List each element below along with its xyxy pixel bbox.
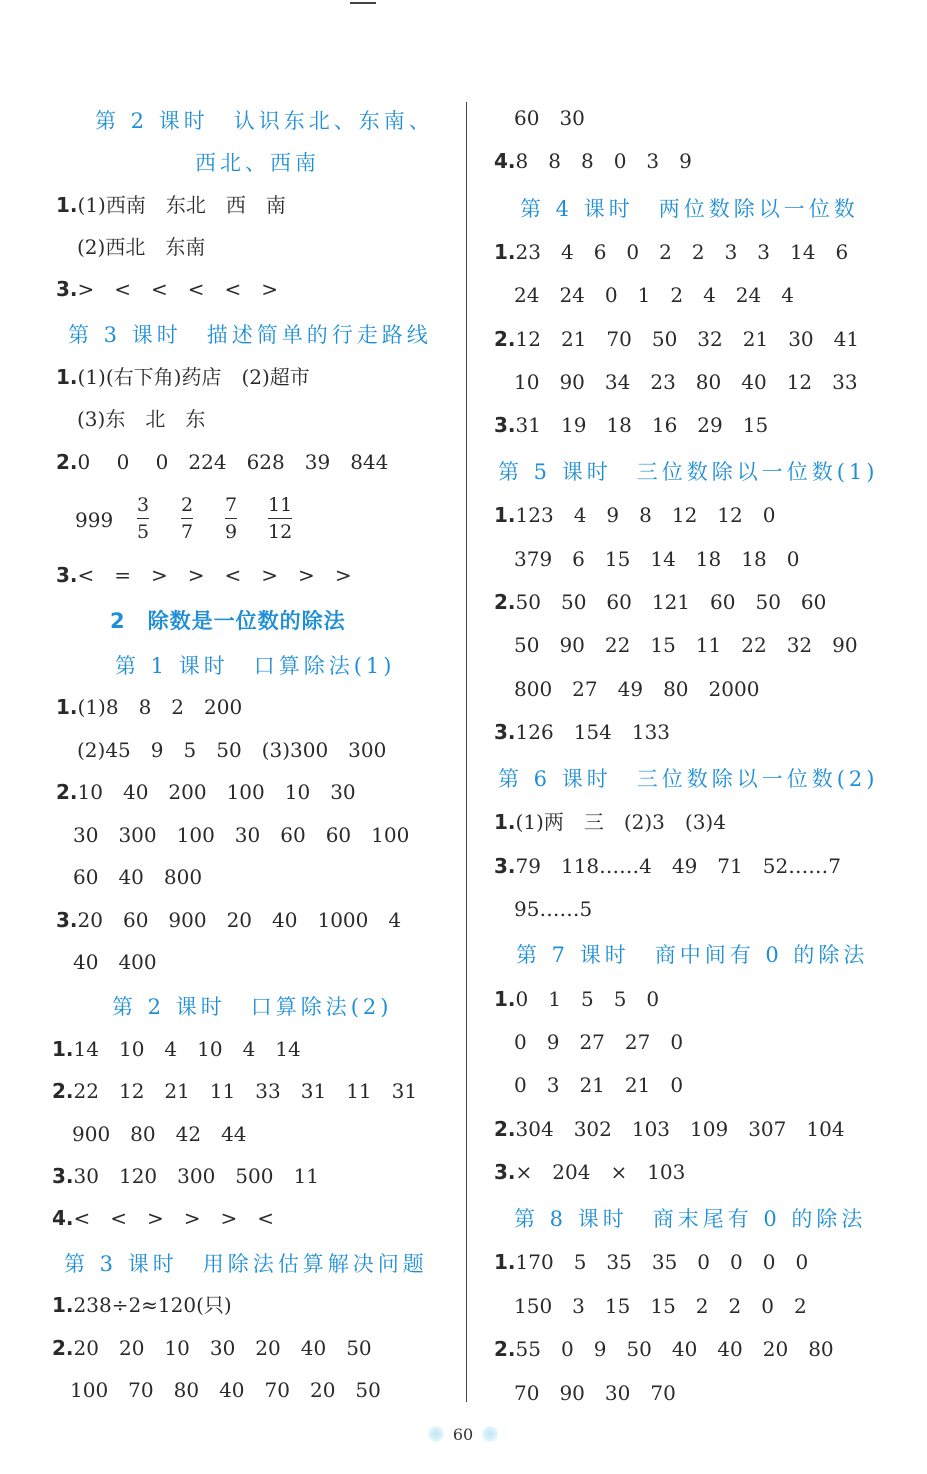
answer-text: 800 27 49 80 2000 [514,677,760,701]
answer-text: 304 302 103 109 307 104 [515,1117,845,1141]
answer-text: 第 7 课时 商中间有 0 的除法 [516,943,869,967]
answer-text: 150 3 15 15 2 2 0 2 [514,1294,807,1318]
answer-line [56,276,278,302]
answer-text: 22 12 21 11 33 31 11 31 [73,1079,418,1103]
answer-line [494,1336,834,1362]
question-number: 4. [494,149,516,173]
question-number: 1. [56,695,78,719]
question-number: 3. [494,720,516,744]
question-number: 3. [56,563,78,587]
question-number: 1. [52,1293,74,1317]
answer-text: 第 8 课时 商末尾有 0 的除法 [514,1207,867,1231]
fraction-denominator: 7 [181,521,194,543]
question-number: 1. [494,810,516,834]
answer-continuation [514,1072,683,1098]
fraction [137,494,149,543]
answer-line [494,502,776,528]
answer-text: 170 5 35 35 0 0 0 0 [515,1250,809,1274]
lesson-heading [64,1251,428,1277]
answer-text: 第 6 课时 三位数除以一位数(2) [498,767,879,791]
answer-continuation [75,507,113,533]
question-number: 2. [56,450,78,474]
page-number-badge [440,1420,486,1450]
answer-continuation [514,1293,807,1319]
answer-text: (2)西北 东南 [77,235,206,259]
lesson-heading [112,994,392,1020]
answer-text: 30 120 300 500 11 [73,1164,319,1188]
fraction-denominator: 12 [268,521,293,543]
answer-line [494,326,859,352]
fraction-denominator: 9 [225,521,238,543]
question-number: 2. [52,1336,74,1360]
answer-line [52,1335,372,1361]
fraction-bar [268,518,292,519]
answer-text: 第 1 课时 口算除法(1) [115,654,396,678]
question-number: 3. [494,1160,516,1184]
answer-text: 0 9 27 27 0 [514,1030,684,1054]
answer-text: 79 118……4 49 71 52……7 [515,854,841,878]
answer-text: 379 6 15 14 18 18 0 [514,547,800,571]
fraction [181,494,193,543]
answer-text: 第 3 课时 描述简单的行走路线 [68,323,432,347]
answer-text: < = > > < > > > [77,563,352,587]
answer-text: 999 [75,508,114,532]
answer-text: 60 30 [514,106,585,130]
question-number: 2. [494,1117,516,1141]
answer-text: 10 90 34 23 80 40 12 33 [514,370,858,394]
lesson-heading [498,766,878,792]
answer-text: 8 8 8 0 3 9 [515,149,692,173]
lesson-heading [115,653,395,679]
question-number: 1. [52,1037,74,1061]
lesson-heading [95,108,434,134]
lesson-heading [68,322,432,348]
question-number: 3. [494,413,516,437]
question-number: 3. [494,854,516,878]
answer-text: (1)8 8 2 200 [77,695,243,719]
answer-line [494,148,692,174]
answer-text: 0 1 5 5 0 [515,987,660,1011]
answer-text: 第 3 课时 用除法估算解决问题 [64,1252,428,1276]
answer-text: 31 19 18 16 29 15 [515,413,769,437]
question-number: 1. [494,987,516,1011]
answer-text: 0 0 0 224 628 39 844 [77,450,389,474]
answer-text: 55 0 9 50 40 40 20 80 [515,1337,834,1361]
answer-text: 第 2 课时 口算除法(2) [112,995,393,1019]
answer-continuation [70,1377,381,1403]
answer-text: (1)(右下角)药店 (2)超市 [77,365,310,389]
fraction [268,494,292,543]
answer-text: 126 154 133 [515,720,671,744]
answer-continuation [72,1121,247,1147]
fraction-numerator: 2 [181,494,194,516]
answer-continuation [514,282,794,308]
answer-text: 20 20 10 30 20 40 50 [73,1336,372,1360]
lesson-heading [520,196,859,222]
column-divider [466,102,467,1402]
answer-text: (1)西南 东北 西 南 [77,193,286,217]
lesson-heading [514,1206,866,1232]
answer-text: 100 70 80 40 70 20 50 [70,1378,381,1402]
answer-line [494,1159,685,1185]
fraction-bar [225,518,237,519]
answer-continuation [514,105,585,131]
answer-line [56,779,356,805]
answer-continuation [77,406,205,432]
answer-continuation [77,234,205,260]
answer-text: 24 24 0 1 2 4 24 4 [514,283,794,307]
answer-continuation [73,864,202,890]
answer-text: 2 除数是一位数的除法 [110,609,346,633]
question-number: 2. [56,780,78,804]
wing-left-icon [428,1426,444,1442]
answer-line [56,907,401,933]
answer-text: 30 300 100 30 60 60 100 [73,823,410,847]
question-number: 1. [494,503,516,527]
answer-text: > < < < < > [77,277,279,301]
question-number: 2. [494,1337,516,1361]
question-number: 3. [56,908,78,932]
question-number: 1. [494,240,516,264]
answer-line [494,809,726,835]
fraction-denominator: 5 [137,521,150,543]
answer-continuation [73,822,409,848]
answer-continuation [514,1029,683,1055]
answer-text: (1)两 三 (2)3 (3)4 [515,810,726,834]
answer-text: (3)东 北 东 [77,407,206,431]
answer-text: 60 40 800 [73,865,203,889]
answer-line [52,1292,232,1318]
lesson-heading [516,942,868,968]
answer-text: 西北、西南 [195,151,320,175]
answer-line [494,986,659,1012]
answer-line [56,694,242,720]
answer-line [52,1205,274,1231]
answer-text: 50 50 60 121 60 50 60 [515,590,827,614]
answer-line [52,1036,301,1062]
answer-text: 0 3 21 21 0 [514,1073,684,1097]
page-number: 60 [452,1425,474,1444]
answer-continuation [73,949,157,975]
answer-line [494,1249,808,1275]
answer-continuation [514,1380,676,1406]
answer-continuation [514,676,759,702]
answer-text: 40 400 [73,950,157,974]
question-number: 3. [56,277,78,301]
answer-text: 23 4 6 0 2 2 3 3 14 6 [515,240,849,264]
answer-line [56,192,286,218]
answer-text: 12 21 70 50 32 21 30 41 [515,327,860,351]
answer-continuation [77,737,386,763]
top-dash [350,2,376,4]
answer-text: 第 4 课时 两位数除以一位数 [520,197,859,221]
answer-line [56,364,310,390]
answer-continuation [514,632,858,658]
answer-text: 50 90 22 15 11 22 32 90 [514,633,858,657]
question-number: 4. [52,1206,74,1230]
fraction-bar [137,518,149,519]
answer-line [494,239,848,265]
answer-line [494,589,826,615]
answer-text: < < > > > < [73,1206,275,1230]
question-number: 1. [494,1250,516,1274]
lesson-heading [195,150,320,176]
question-number: 2. [494,327,516,351]
answer-continuation [514,546,799,572]
answer-text: 238÷2≈120(只) [73,1293,232,1317]
question-number: 3. [52,1164,74,1188]
answer-text: 95……5 [514,897,593,921]
answer-line [56,562,352,588]
fraction-bar [181,518,193,519]
fraction [225,494,237,543]
answer-line [52,1078,417,1104]
answer-continuation [514,896,592,922]
answer-text: 123 4 9 8 12 12 0 [515,503,776,527]
fraction-numerator: 11 [268,494,293,516]
wing-right-icon [482,1426,498,1442]
answer-continuation [514,369,858,395]
answer-line [494,853,841,879]
answer-line [56,449,388,475]
answer-text: 10 40 200 100 10 30 [77,780,356,804]
answer-text: 20 60 900 20 40 1000 4 [77,908,402,932]
fraction-numerator: 7 [225,494,238,516]
answer-text: 900 80 42 44 [72,1122,247,1146]
answer-line [494,412,768,438]
answer-text: × 204 × 103 [515,1160,686,1184]
section-heading [110,608,346,634]
answer-text: 70 90 30 70 [514,1381,676,1405]
answer-text: (2)45 9 5 50 (3)300 300 [77,738,387,762]
answer-line [494,719,670,745]
answer-text: 14 10 4 10 4 14 [73,1037,301,1061]
lesson-heading [498,459,878,485]
question-number: 1. [56,365,78,389]
answer-text: 第 2 课时 认识东北、东南、 [95,109,434,133]
answer-line [52,1163,319,1189]
fraction-numerator: 3 [137,494,150,516]
question-number: 2. [52,1079,74,1103]
answer-line [494,1116,845,1142]
question-number: 1. [56,193,78,217]
answer-text: 第 5 课时 三位数除以一位数(1) [498,460,879,484]
question-number: 2. [494,590,516,614]
